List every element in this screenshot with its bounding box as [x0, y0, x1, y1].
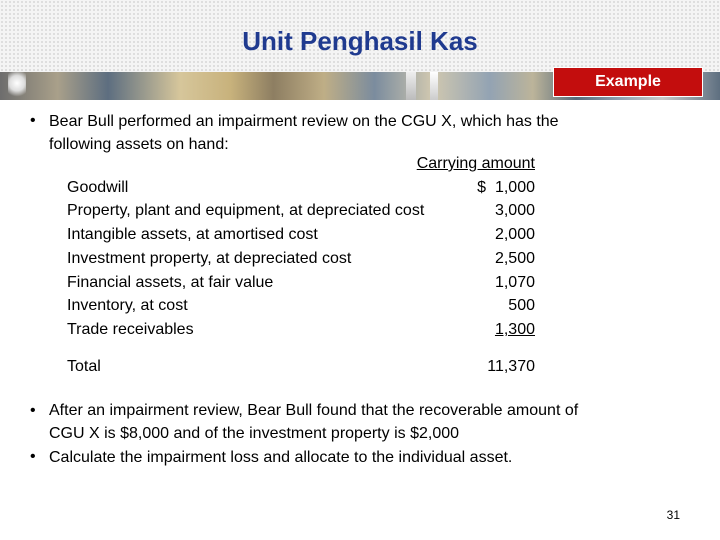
page-number: 31 [666, 508, 680, 522]
intro-line-1: Bear Bull performed an impairment review on the CGU X, which has the [49, 113, 559, 130]
table-row [67, 321, 535, 343]
slide-title: Unit Penghasil Kas [242, 26, 478, 56]
table-row [67, 297, 535, 319]
row-value: 3,000 [494, 202, 535, 219]
intro-line-2: following assets on hand: [49, 136, 229, 153]
bullet-icon: • [30, 448, 36, 465]
example-badge: Example [553, 67, 703, 97]
note-2: Calculate the impairment loss and allocate to the individual asset. [49, 449, 513, 466]
row-label: Inventory, at cost [67, 297, 188, 314]
bullet-icon: • [30, 112, 36, 129]
bullet-icon: • [30, 402, 36, 419]
note-1-line-2: CGU X is $8,000 and of the investment property is $2,000 [49, 425, 460, 442]
total-label: Total [67, 358, 101, 375]
table-row [67, 274, 535, 296]
row-label: Financial assets, at fair value [67, 274, 274, 291]
table-row [67, 250, 535, 272]
row-label: Property, plant and equipment, at depreciated cost [67, 202, 425, 219]
note-1-line-1: After an impairment review, Bear Bull found that the recoverable amount of [49, 402, 579, 419]
row-value: $ 1,000 [477, 179, 535, 196]
table-total-row [67, 358, 535, 380]
table-row [67, 226, 535, 248]
row-label: Intangible assets, at amortised cost [67, 226, 318, 243]
row-value: 1,070 [494, 274, 535, 291]
row-label: Investment property, at depreciated cost [67, 250, 352, 267]
column-header: Carrying amount [416, 155, 535, 172]
row-label: Trade receivables [67, 321, 194, 338]
row-label: Goodwill [67, 179, 129, 196]
row-value: 2,000 [494, 226, 535, 243]
row-value: 2,500 [494, 250, 535, 267]
table-row [67, 179, 535, 201]
row-value: 1,300 [494, 321, 535, 338]
row-value: 500 [508, 297, 535, 314]
table-row [67, 202, 535, 224]
total-value: 11,370 [487, 358, 535, 375]
